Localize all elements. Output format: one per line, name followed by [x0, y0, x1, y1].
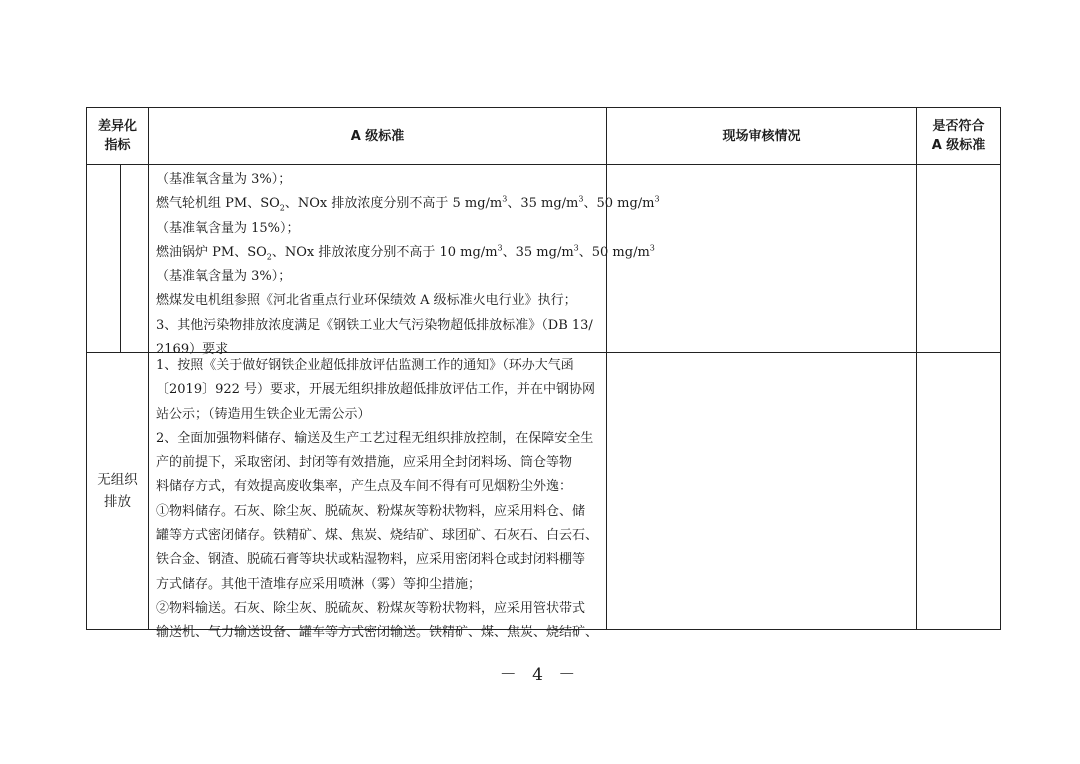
header-indicator-line2: 指标	[104, 138, 131, 153]
indicator-column-divider	[148, 107, 149, 629]
table-right-border	[1000, 107, 1001, 629]
header-compliance-line2: A 级标准	[931, 138, 986, 153]
row2-indicator-label	[87, 353, 148, 629]
text-line: 燃油锅炉 PM、$SO_2$、NOx 排放浓度分别不高于 10 $mg/m^3$、35 $mg/m^3$、50 $mg/m^3$	[156, 243, 655, 262]
header-audit: 现场审核情况	[722, 128, 801, 144]
text-line: 3、其他污染物排放浓度满足《钢铁工业大气污染物超低排放标准》（DB 13/	[156, 317, 593, 333]
text-line: 1、按照《关于做好钢铁企业超低排放评估监测工作的通知》（环办大气函	[156, 358, 574, 373]
text-line: 2169）要求	[156, 342, 229, 358]
page-number: － 4 －	[499, 665, 581, 685]
text-line: 燃气轮机组 PM、$SO_2$、NOx 排放浓度分别不高于 5 $mg/m^3$、35 $mg/m^3$、50 $mg/m^3$	[156, 194, 660, 213]
text-line: 产的前提下，采取密闭、封闭等有效措施，应采用全封闭料场、筒仓等物	[156, 455, 573, 471]
text-line: 罐等方式密闭储存。铁精矿、煤、焦炭、烧结矿、球团矿、石灰石、白云石、	[156, 528, 599, 544]
text-line: （基准氧含量为 3%）；	[156, 269, 292, 285]
audit-column-divider	[916, 107, 917, 629]
header-compliance-line1: 是否符合	[932, 119, 985, 134]
text-line: 站公示；（铸造用生铁企业无需公示）	[156, 406, 371, 422]
text-line: ①物料储存。石灰、除尘灰、脱硫灰、粉煤灰等粉状物料，应采用料仓、储	[156, 503, 586, 519]
text-line: 方式储存。其他干渣堆存应采用喷淋（雾）等抑尘措施；	[156, 576, 482, 592]
text-line: （基准氧含量为 15%）；	[156, 220, 300, 236]
text-line: （基准氧含量为 3%）；	[156, 172, 292, 187]
text-line: 铁合金、钢渣、脱硫石膏等块状或粘湿物料，应采用密闭料仓或封闭料棚等	[156, 552, 586, 568]
header-standard: A 级标准	[350, 128, 405, 144]
text-line: ②物料输送。石灰、除尘灰、脱硫灰、粉煤灰等粉状物料，应采用管状带式	[156, 600, 586, 616]
header-indicator-line1: 差异化	[97, 119, 137, 134]
text-line: 输送机、气力输送设备、罐车等方式密闭输送。铁精矿、煤、焦炭、烧结矿、	[156, 625, 599, 641]
row2-label-line1: 无组织	[97, 472, 138, 488]
row1-standard-text	[156, 168, 660, 362]
text-line: 料储存方式，有效提高废收集率，产生点及车间不得有可见烟粉尘外逸：	[156, 479, 573, 495]
row2-label-line2: 排放	[104, 494, 131, 510]
text-line: 2、全面加强物料储存、输送及生产工艺过程无组织排放控制，在保障安全生	[156, 430, 594, 446]
header-bottom-border	[86, 164, 1001, 165]
row2-standard-text	[156, 354, 598, 646]
text-line: 燃煤发电机组参照《河北省重点行业环保绩效 A 级标准火电行业》执行；	[156, 293, 577, 309]
header-indicator	[87, 108, 148, 164]
header-compliance	[917, 108, 1000, 164]
subcolumn-divider	[120, 164, 121, 352]
text-line: 〔2019〕922 号）要求，开展无组织排放超低排放评估工作，并在中钢协网	[156, 382, 596, 398]
